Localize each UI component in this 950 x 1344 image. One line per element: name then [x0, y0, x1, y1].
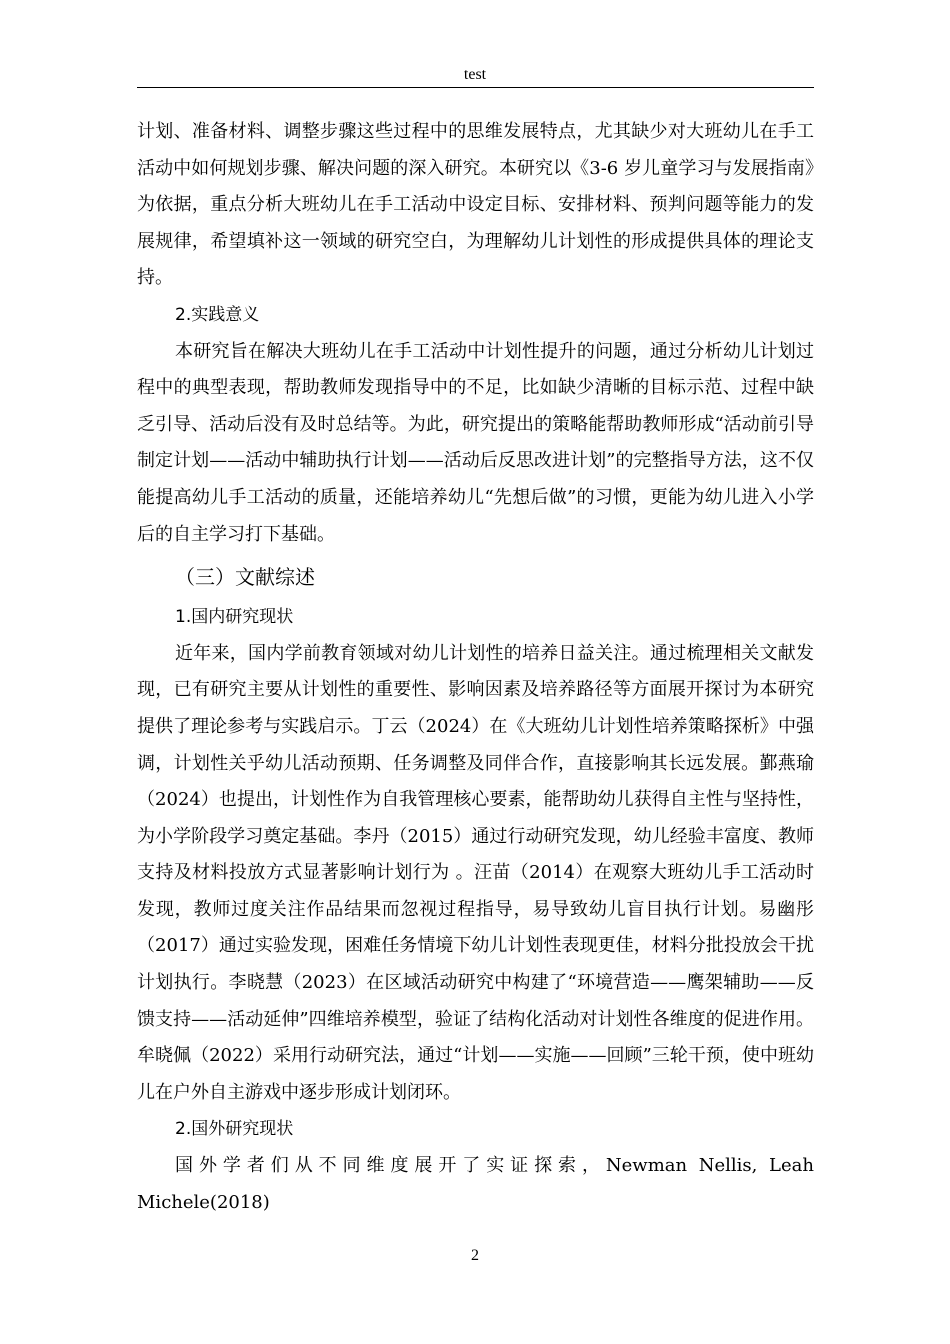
literature-review-heading: （三）文献综述 — [175, 565, 315, 590]
header-divider — [137, 87, 814, 88]
practical-significance-paragraph: 本研究旨在解决大班幼儿在手工活动中计划性提升的问题，通过分析幼儿计划过程中的典型表现，帮助教师发现指导中的不足，比如缺少清晰的目标示范、过程中缺乏引导、活动后没有及时总结等。为此，研究提出的策略能帮助教师形成“活动前引导制定计划——活动中辅助执行计划——活动后反思改进计划”的完整指导方法，这不仅能提高幼儿手工活动的质量，还能培养幼儿“先想后做”的习惯，更能为幼儿进入小学后的自主学习打下基础。 — [137, 340, 814, 545]
page-header: test — [463, 66, 487, 83]
domestic-research-heading: 1.国内研究现状 — [175, 607, 294, 628]
domestic-research-paragraph: 近年来，国内学前教育领域对幼儿计划性的培养日益关注。通过梳理相关文献发现，已有研究主要从计划性的重要性、影响因素及培养路径等方面展开探讨为本研究提供了理论参考与实践启示。丁云（2024）在《大班幼儿计划性培养策略探析》中强调，计划性关乎幼儿活动预期、任务调整及同伴合作，直接影响其长远发展。鄞燕瑜（2024）也提出，计划性作为自我管理核心要素，能帮助幼儿获得自主性与坚持性，为小学阶段学习奠定基础。李丹（2015）通过行动研究发现，幼儿经验丰富度、教师支持及材料投放方式显著影响计划行为 。汪苗（2014）在观察大班幼儿手工活动时发现，教师过度关注作品结果而忽视过程指导，易导致幼儿盲目执行计划。易幽彤（2017）通过实验发现，困难任务情境下幼儿计划性表现更佳，材料分批投放会干扰计划执行。李晓慧（2023）在区域活动研究中构建了“环境营造——鹰架辅助——反馈支持——活动延伸”四维培养模型，验证了结构化活动对计划性各维度的促进作用。牟晓佩（2022）采用行动研究法，通过“计划——实施——回顾”三轮干预，使中班幼儿在户外自主游戏中逐步形成计划闭环。 — [137, 642, 814, 1103]
document-body — [137, 114, 814, 1221]
intro-paragraph: 计划、准备材料、调整步骤这些过程中的思维发展特点，尤其缺少对大班幼儿在手工活动中如何规划步骤、解决问题的深入研究。本研究以《3-6 岁儿童学习与发展指南》为依据，重点分析大班幼儿在手工活动中设定目标、安排材料、预判问题等能力的发展规律，希望填补这一领域的研究空白，为理解幼儿计划性的形成提供具体的理论支持。 — [137, 121, 814, 289]
foreign-research-heading: 2.国外研究现状 — [175, 1119, 294, 1140]
practical-significance-heading: 2.实践意义 — [175, 304, 260, 325]
page-number: 2 — [471, 1247, 479, 1264]
foreign-research-paragraph: 国外学者们从不同维度展开了实证探索，Newman Nellis, Leah Michele(2018) — [137, 1155, 814, 1213]
